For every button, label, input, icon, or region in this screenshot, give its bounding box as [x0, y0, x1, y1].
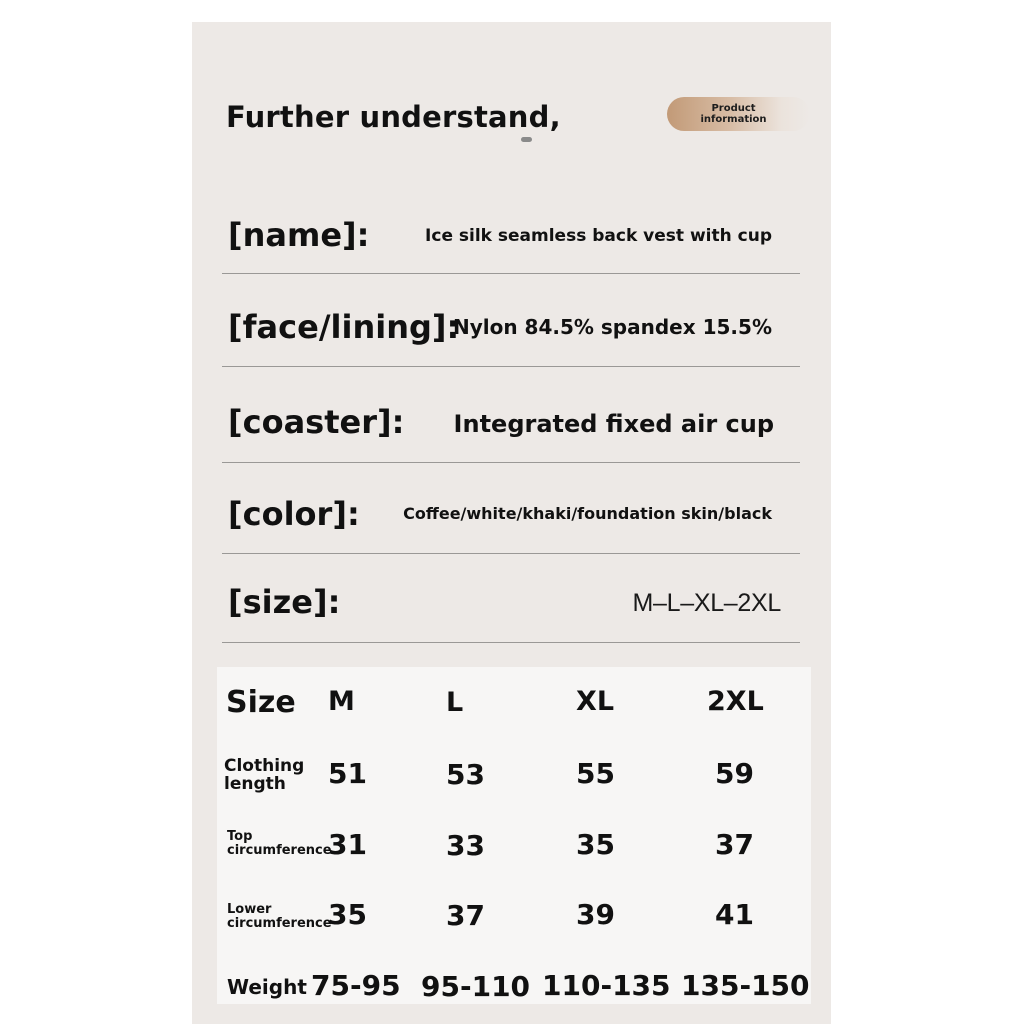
- color-value: Coffee/white/khaki/foundation skin/black: [403, 504, 772, 523]
- size-column-2xl: 2XL: [707, 686, 764, 717]
- table-cell: 51: [328, 757, 367, 790]
- row-label-line: circumference: [227, 843, 332, 858]
- table-cell: 39: [576, 898, 615, 931]
- name-value: Ice silk seamless back vest with cup: [425, 226, 772, 246]
- row-label-lower-circumference: [227, 903, 332, 931]
- table-cell: 37: [446, 899, 485, 932]
- table-cell: 33: [446, 829, 485, 862]
- size-column-xl: XL: [576, 686, 615, 717]
- divider: [222, 642, 800, 643]
- badge-line-1: Product: [711, 103, 756, 114]
- name-label: [name]:: [228, 216, 370, 254]
- row-label-line: circumference: [227, 916, 332, 931]
- row-label-line: Lower: [227, 902, 272, 917]
- row-label-line: Clothing: [224, 756, 305, 776]
- row-label-clothing-length: [224, 757, 304, 793]
- table-cell: 37: [715, 828, 754, 861]
- face-lining-label: [face/lining]:: [228, 308, 460, 346]
- size-table-header-label: Size: [226, 685, 296, 720]
- size-column-l: L: [446, 687, 464, 718]
- divider: [222, 366, 800, 367]
- divider: [222, 462, 800, 463]
- table-cell: 53: [446, 758, 485, 791]
- row-label-top-circumference: [227, 830, 332, 858]
- size-value: M–L–XL–2XL: [632, 589, 781, 617]
- table-cell: 95-110: [421, 970, 531, 1003]
- table-cell: 75-95: [311, 969, 401, 1002]
- face-lining-value: Nylon 84.5% spandex 15.5%: [452, 315, 772, 339]
- table-cell: 59: [715, 757, 754, 790]
- product-information-badge: [667, 97, 810, 131]
- table-cell: 31: [328, 828, 367, 861]
- table-cell: 135-150: [681, 969, 810, 1002]
- size-label: [size]:: [228, 583, 341, 621]
- section-heading: Further understand,: [226, 100, 561, 134]
- color-label: [color]:: [228, 495, 360, 533]
- table-cell: 35: [328, 898, 367, 931]
- coaster-value: Integrated fixed air cup: [453, 410, 774, 438]
- table-cell: 110-135: [542, 969, 671, 1002]
- table-cell: 41: [715, 898, 754, 931]
- decorative-mark: [521, 137, 532, 142]
- badge-line-2: information: [700, 114, 767, 125]
- table-cell: 55: [576, 757, 615, 790]
- size-column-m: M: [328, 686, 355, 717]
- coaster-label: [coaster]:: [228, 403, 405, 441]
- row-label-line: length: [224, 774, 286, 794]
- divider: [222, 553, 800, 554]
- row-label-weight: Weight: [227, 975, 307, 999]
- divider: [222, 273, 800, 274]
- table-cell: 35: [576, 828, 615, 861]
- row-label-line: Top: [227, 829, 253, 844]
